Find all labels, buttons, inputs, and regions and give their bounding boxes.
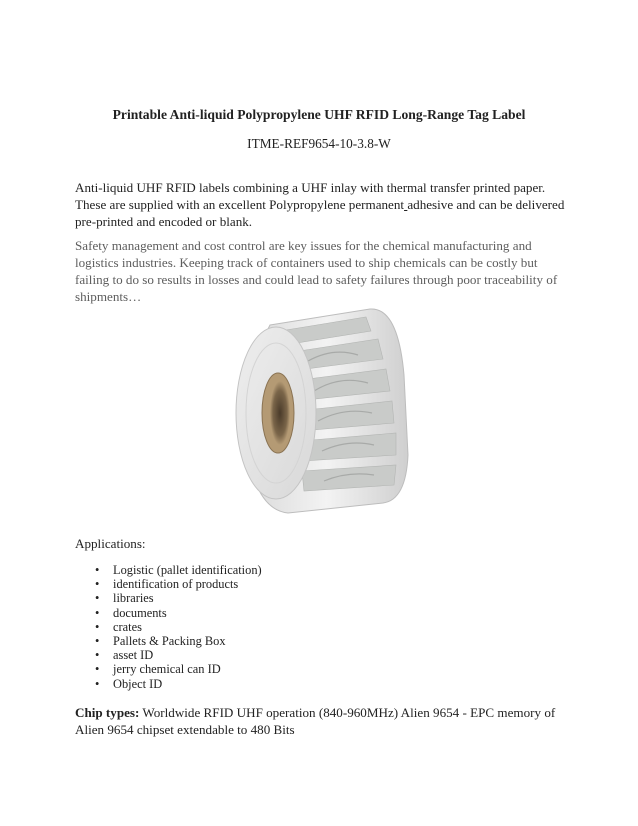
list-item: [95, 606, 262, 620]
chip-types-text: Worldwide RFID UHF operation (840-960MHz) Alien 9654 - EPC memory of Alien 9654 chipset extendable to 480 Bits: [75, 705, 556, 737]
bullet-icon: •: [95, 619, 100, 634]
list-item-text: documents: [113, 605, 167, 620]
intro-paragraph: [75, 179, 569, 230]
bullet-icon: •: [95, 591, 100, 606]
bullet-icon: •: [95, 563, 100, 577]
list-item: [95, 677, 262, 691]
rfid-label-roll-image: [218, 295, 421, 518]
intro-text-1: Anti-liquid UHF RFID labels combining a UHF inlay with thermal transfer printed paper. These are supplied with an excellent Polypropylene permanent: [75, 180, 546, 212]
list-item-text: asset ID: [113, 648, 154, 663]
chip-types-paragraph: [75, 704, 569, 738]
list-item: [95, 648, 262, 662]
list-item-text: libraries: [113, 591, 154, 606]
product-code: ITME-REF9654-10-3.8-W: [247, 136, 391, 151]
list-item: [95, 577, 262, 591]
applications-list: [95, 563, 262, 691]
chip-types-label: Chip types:: [75, 705, 140, 720]
list-item: [95, 620, 262, 634]
list-item: [95, 634, 262, 648]
list-item-text: identification of products: [113, 577, 239, 592]
list-item-text: Logistic (pallet identification): [113, 563, 262, 577]
list-item-text: Pallets & Packing Box: [113, 634, 226, 649]
bullet-icon: •: [95, 676, 100, 691]
bullet-icon: •: [95, 634, 100, 649]
list-item-text: crates: [113, 619, 142, 634]
bullet-icon: •: [95, 605, 100, 620]
document-title: Printable Anti-liquid Polypropylene UHF RFID Long-Range Tag Label: [112, 107, 526, 122]
list-item: [95, 591, 262, 605]
bullet-icon: •: [95, 648, 100, 663]
applications-heading: Applications:: [75, 536, 146, 551]
list-item: [95, 662, 262, 676]
bullet-icon: •: [95, 577, 100, 592]
list-item: [95, 563, 262, 577]
list-item-text: jerry chemical can ID: [113, 662, 221, 677]
safety-paragraph: Safety management and cost control are key issues for the chemical manufacturing and logistics industries. Keeping track of containers used to ship chemicals can be costly but failing to do so results in losses and could lead to safety failures through poor traceability of shipments…: [75, 238, 558, 304]
intro-text-2: adhesive and can be delivered pre-printed and encoded or blank.: [75, 197, 565, 229]
list-item-text: Object ID: [113, 676, 163, 691]
bullet-icon: •: [95, 662, 100, 677]
